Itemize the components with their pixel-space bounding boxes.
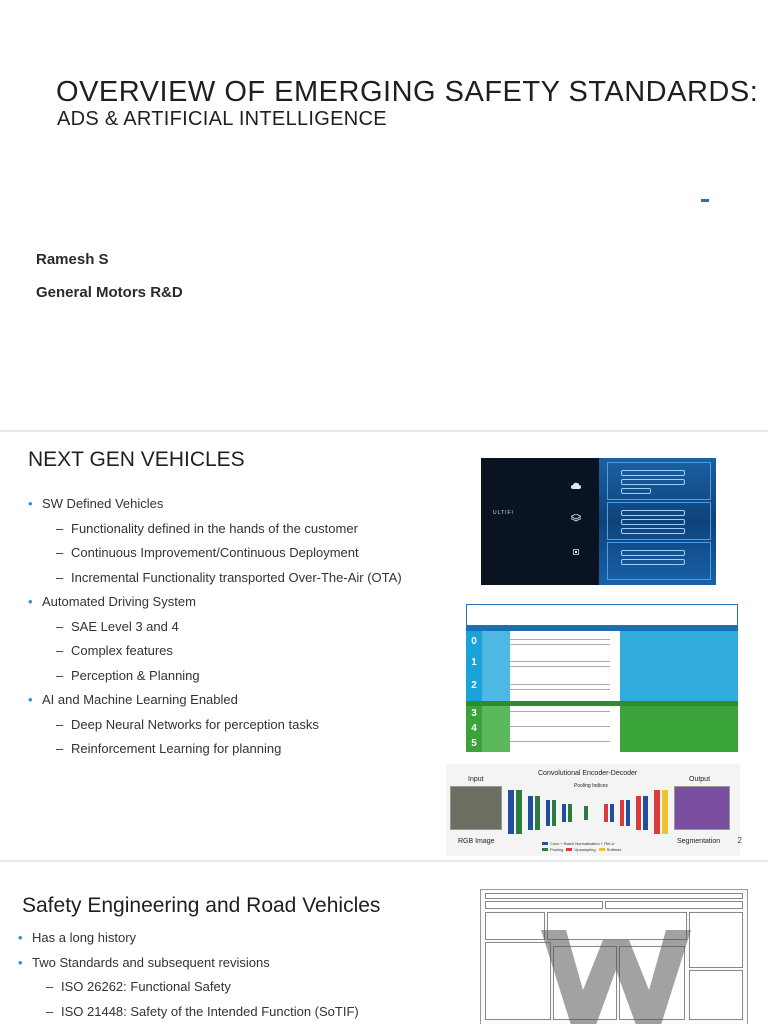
rgb-image xyxy=(450,786,502,830)
layer-bar xyxy=(621,519,685,525)
definition-text xyxy=(510,689,610,690)
bullet-item: • Automated Driving System xyxy=(28,590,448,615)
v-model-watermark xyxy=(541,930,691,1024)
layer-bar xyxy=(621,528,685,534)
bullet-item: • Has a long history xyxy=(18,926,438,951)
page-number: 2 xyxy=(737,836,742,845)
output-label: Output xyxy=(689,776,711,783)
segmentation-image xyxy=(674,786,730,830)
sae-level-5: 5 xyxy=(471,738,477,749)
diagram-box xyxy=(689,970,743,1020)
sub-bullet-item: – ISO 26262: Functional Safety xyxy=(18,975,438,1000)
definition-text xyxy=(510,644,610,645)
pooling-swatch xyxy=(542,848,548,851)
sae-level-2: 2 xyxy=(471,680,477,691)
bullet-item: • SW Defined Vehicles xyxy=(28,492,448,517)
cloud-icon xyxy=(571,482,581,490)
sub-bullet-item: – Continuous Improvement/Continuous Deployment xyxy=(28,541,448,566)
ultifi-brand: ULTIFI xyxy=(493,510,514,516)
bullet-item: • Two Standards and subsequent revisions xyxy=(18,951,438,976)
decorative-dash xyxy=(701,199,709,202)
diagram-box xyxy=(689,912,743,968)
next-gen-vehicles-slide xyxy=(0,432,768,860)
input-caption: RGB Image xyxy=(458,838,495,845)
chip-icon xyxy=(571,548,581,556)
sub-bullet-item: – Deep Neural Networks for perception tasks xyxy=(28,713,448,738)
layers-icon xyxy=(571,514,581,522)
author-organization: General Motors R&D xyxy=(36,284,183,301)
definition-text xyxy=(510,666,610,667)
slide-title xyxy=(56,76,758,109)
sae-level-0: 0 xyxy=(471,636,477,647)
layer-bar xyxy=(621,559,685,565)
responsibility-cells xyxy=(620,631,738,701)
layer-bar xyxy=(621,550,685,556)
slide-subtitle: ADS & ARTIFICIAL INTELLIGENCE xyxy=(57,108,387,130)
level-name-column xyxy=(482,631,510,701)
upsampling-swatch xyxy=(566,848,572,851)
encoder-decoder-image xyxy=(446,764,740,856)
definition-text xyxy=(510,684,610,685)
layer-bar xyxy=(621,470,685,476)
bullet-list xyxy=(28,492,448,762)
layer-bar xyxy=(621,510,685,516)
iso26262-overview-image xyxy=(480,889,748,1024)
softmax-swatch xyxy=(599,848,605,851)
output-caption: Segmentation xyxy=(677,838,721,845)
ultifi-platform-image xyxy=(481,458,716,585)
sae-levels-table-image xyxy=(466,604,738,752)
diagram-band xyxy=(485,893,743,899)
sub-bullet-item: – Reinforcement Learning for planning xyxy=(28,737,448,762)
author-name: Ramesh S xyxy=(36,251,109,268)
bullet-list xyxy=(18,926,438,1024)
network-title: Convolutional Encoder-Decoder xyxy=(538,770,638,777)
level-name-column xyxy=(482,706,510,752)
sub-bullet-item: – Perception & Planning xyxy=(28,664,448,689)
sae-level-1: 1 xyxy=(471,657,477,668)
slide-heading: NEXT GEN VEHICLES xyxy=(28,448,245,471)
layer-bar xyxy=(621,488,651,494)
definition-text xyxy=(510,661,610,662)
title-word-4: STANDARDS: xyxy=(568,76,759,108)
diagram-box xyxy=(485,912,545,940)
responsibility-cells xyxy=(620,706,738,752)
definition-text xyxy=(510,726,610,727)
layer-bar xyxy=(621,479,685,485)
definition-text xyxy=(510,639,610,640)
layer-legend: Conv + Batch Normalisation + ReLU Pooling Upsampling Softmax xyxy=(542,840,632,854)
sub-bullet-item: – Complex features xyxy=(28,639,448,664)
definition-text xyxy=(510,711,610,712)
sub-bullet-item: – Incremental Functionality transported Over-The-Air (OTA) xyxy=(28,566,448,591)
pooling-indices-label: Pooling Indices xyxy=(574,783,608,789)
diagram-band xyxy=(485,901,603,909)
table-header xyxy=(466,604,738,626)
network-layers-graphic xyxy=(506,782,671,836)
title-word-1: OVERVIEW OF xyxy=(56,76,275,108)
sae-level-4: 4 xyxy=(471,723,477,734)
title-slide xyxy=(0,0,768,430)
conv-swatch xyxy=(542,842,548,845)
sub-bullet-item: – Functionality defined in the hands of the customer xyxy=(28,517,448,542)
safety-engineering-slide xyxy=(0,862,768,1024)
title-word-3: SAFETY xyxy=(444,76,569,108)
title-word-2: EMERGING xyxy=(274,76,445,108)
sae-level-3: 3 xyxy=(471,708,477,719)
input-label: Input xyxy=(468,776,484,783)
bullet-item: • AI and Machine Learning Enabled xyxy=(28,688,448,713)
definition-text xyxy=(510,741,610,742)
slide-heading: Safety Engineering and Road Vehicles xyxy=(22,894,381,917)
sub-bullet-item: – SAE Level 3 and 4 xyxy=(28,615,448,640)
diagram-band xyxy=(605,901,743,909)
sub-bullet-item: – ISO 21448: Safety of the Intended Function (SoTIF) xyxy=(18,1000,438,1024)
